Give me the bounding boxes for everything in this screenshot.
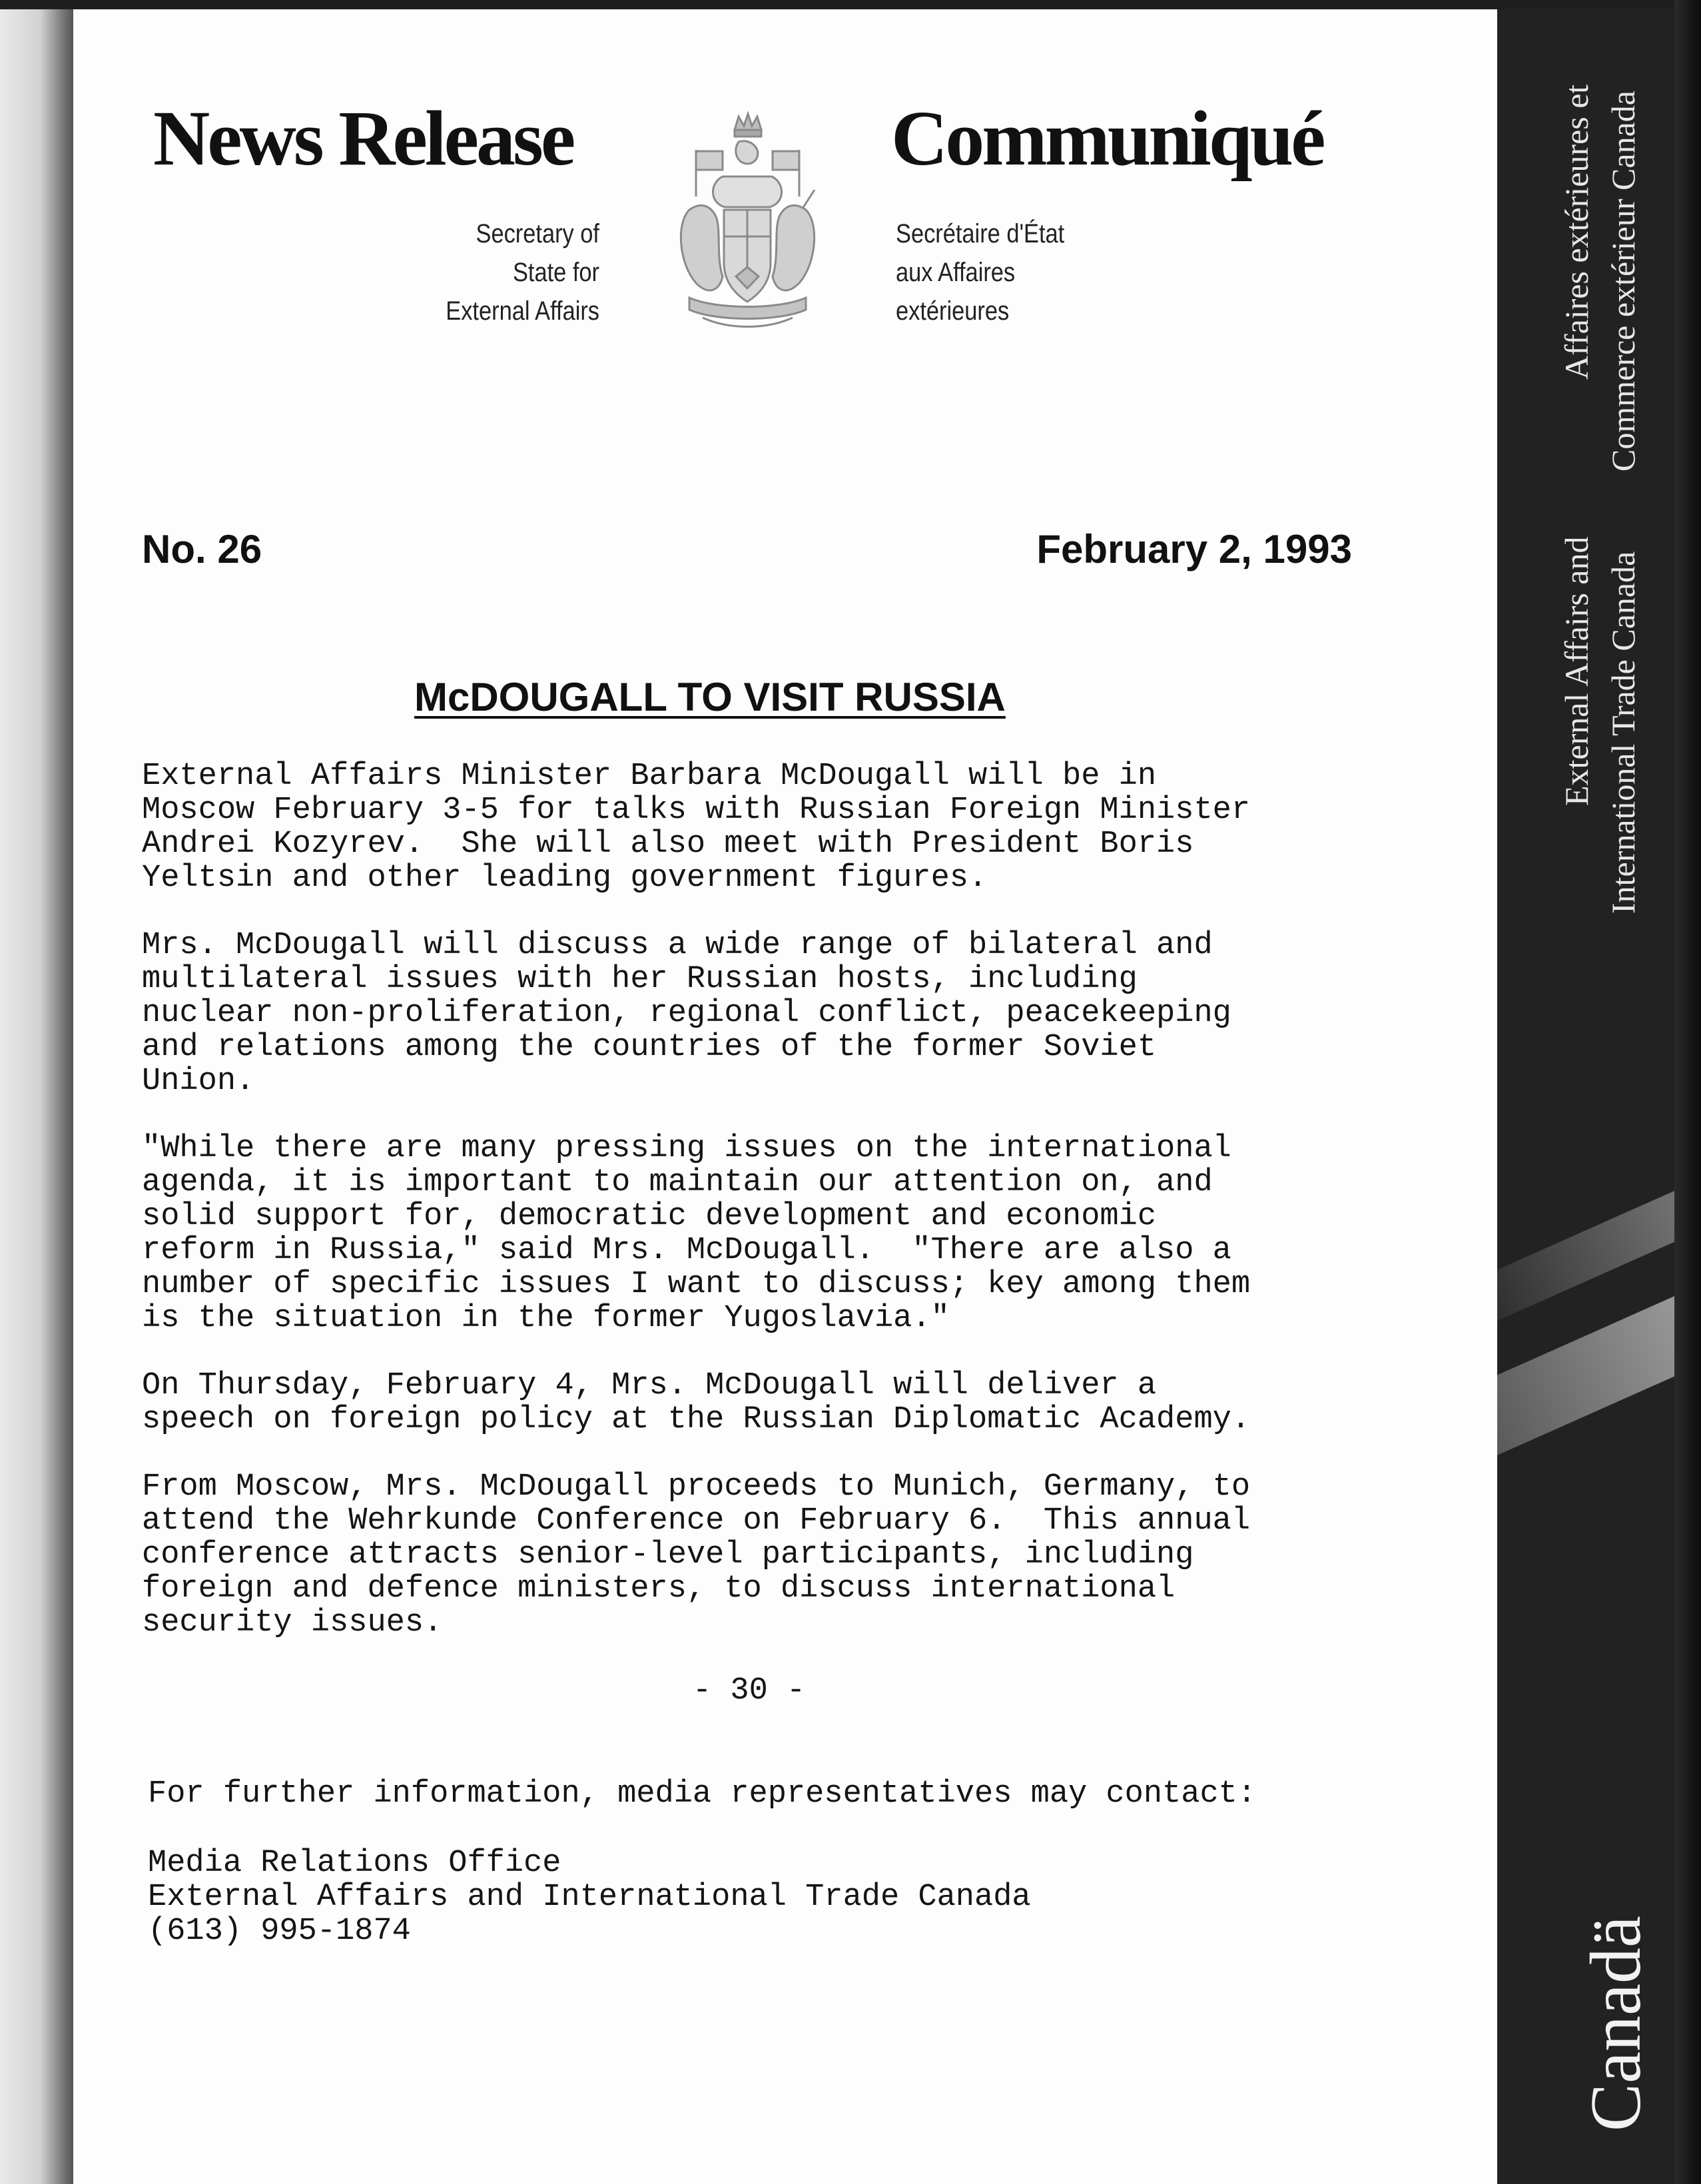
- body-line: On Thursday, February 4, Mrs. McDougall will deliver a: [142, 1368, 1157, 1403]
- body-paragraph: [142, 1132, 1361, 1335]
- body-line: Moscow February 3-5 for talks with Russian Foreign Minister: [142, 793, 1251, 828]
- dept-en-line-1: External Affairs and: [1558, 536, 1595, 806]
- dept-fr-line-2: Commerce extérieur Canada: [1604, 91, 1642, 472]
- body-paragraph: [142, 1470, 1361, 1640]
- body-line: Mrs. McDougall will discuss a wide range of bilateral and: [142, 928, 1213, 963]
- issuer-french-line: extérieures: [896, 296, 1010, 326]
- body-line: "While there are many pressing issues on the international: [142, 1131, 1231, 1166]
- body-paragraph: [142, 1369, 1361, 1437]
- body-line: attend the Wehrkunde Conference on February 6. This annual: [142, 1503, 1251, 1539]
- issuer-english-line: External Affairs: [446, 296, 599, 326]
- body-paragraph: [142, 928, 1361, 1098]
- body-line: nuclear non-proliferation, regional conflict, peacekeeping: [142, 996, 1231, 1031]
- body-line: External Affairs Minister Barbara McDougall will be in: [142, 759, 1157, 794]
- contact-line: Media Relations Office: [148, 1846, 561, 1881]
- body-line: foreign and defence ministers, to discuss international: [142, 1571, 1176, 1607]
- release-body: [142, 759, 1361, 1673]
- body-line: Yeltsin and other leading government figures.: [142, 861, 988, 896]
- canada-wordmark: Canadä: [1576, 1916, 1656, 2131]
- release-title: McDOUGALL TO VISIT RUSSIA: [414, 675, 1006, 719]
- body-line: From Moscow, Mrs. McDougall proceeds to Munich, Germany, to: [142, 1469, 1251, 1505]
- issuer-english: [405, 214, 599, 330]
- contact-intro: For further information, media representatives may contact:: [148, 1776, 1257, 1812]
- dept-fr-line-1: Affaires extérieures et: [1558, 84, 1595, 380]
- issuer-french: [896, 214, 1102, 330]
- contact-line: External Affairs and International Trade Canada: [148, 1880, 1031, 1915]
- band-stripe: [1497, 1167, 1674, 1323]
- body-line: speech on foreign policy at the Russian Diplomatic Academy.: [142, 1402, 1251, 1437]
- dept-en-line-2: International Trade Canada: [1604, 551, 1642, 914]
- body-line: Andrei Kozyrev. She will also meet with President Boris: [142, 827, 1194, 862]
- communique-heading: Communiqué: [891, 95, 1323, 182]
- news-release-heading: News Release: [153, 95, 573, 182]
- release-date: February 2, 1993: [1036, 527, 1352, 571]
- body-line: agenda, it is important to maintain our attention on, and: [142, 1165, 1213, 1200]
- issuer-french-line: aux Affaires: [896, 258, 1016, 287]
- issuer-english-line: State for: [512, 258, 599, 287]
- scan-top-edge: [0, 0, 1701, 9]
- body-line: Union.: [142, 1064, 255, 1099]
- body-line: is the situation in the former Yugoslavia.": [142, 1301, 950, 1336]
- body-line: and relations among the countries of the former Soviet: [142, 1030, 1157, 1065]
- body-line: solid support for, democratic development and economic: [142, 1199, 1157, 1234]
- contact-line: (613) 995-1874: [148, 1914, 411, 1949]
- contact-block: [148, 1846, 1031, 1948]
- end-mark: - 30 -: [693, 1673, 806, 1708]
- body-paragraph: [142, 759, 1361, 895]
- issuer-english-line: Secretary of: [476, 219, 599, 248]
- scan-left-edge: [0, 0, 73, 2184]
- body-line: number of specific issues I want to discuss; key among them: [142, 1267, 1251, 1302]
- coat-of-arms-icon: [669, 110, 826, 333]
- body-line: security issues.: [142, 1605, 443, 1640]
- issuer-french-line: Secrétaire d'État: [896, 219, 1065, 248]
- body-line: reform in Russia," said Mrs. McDougall. "There are also a: [142, 1233, 1231, 1268]
- body-line: multilateral issues with her Russian hosts, including: [142, 962, 1138, 997]
- scan-right-edge: [1674, 0, 1701, 2184]
- body-line: conference attracts senior-level participants, including: [142, 1537, 1194, 1573]
- release-number: No. 26: [142, 527, 262, 571]
